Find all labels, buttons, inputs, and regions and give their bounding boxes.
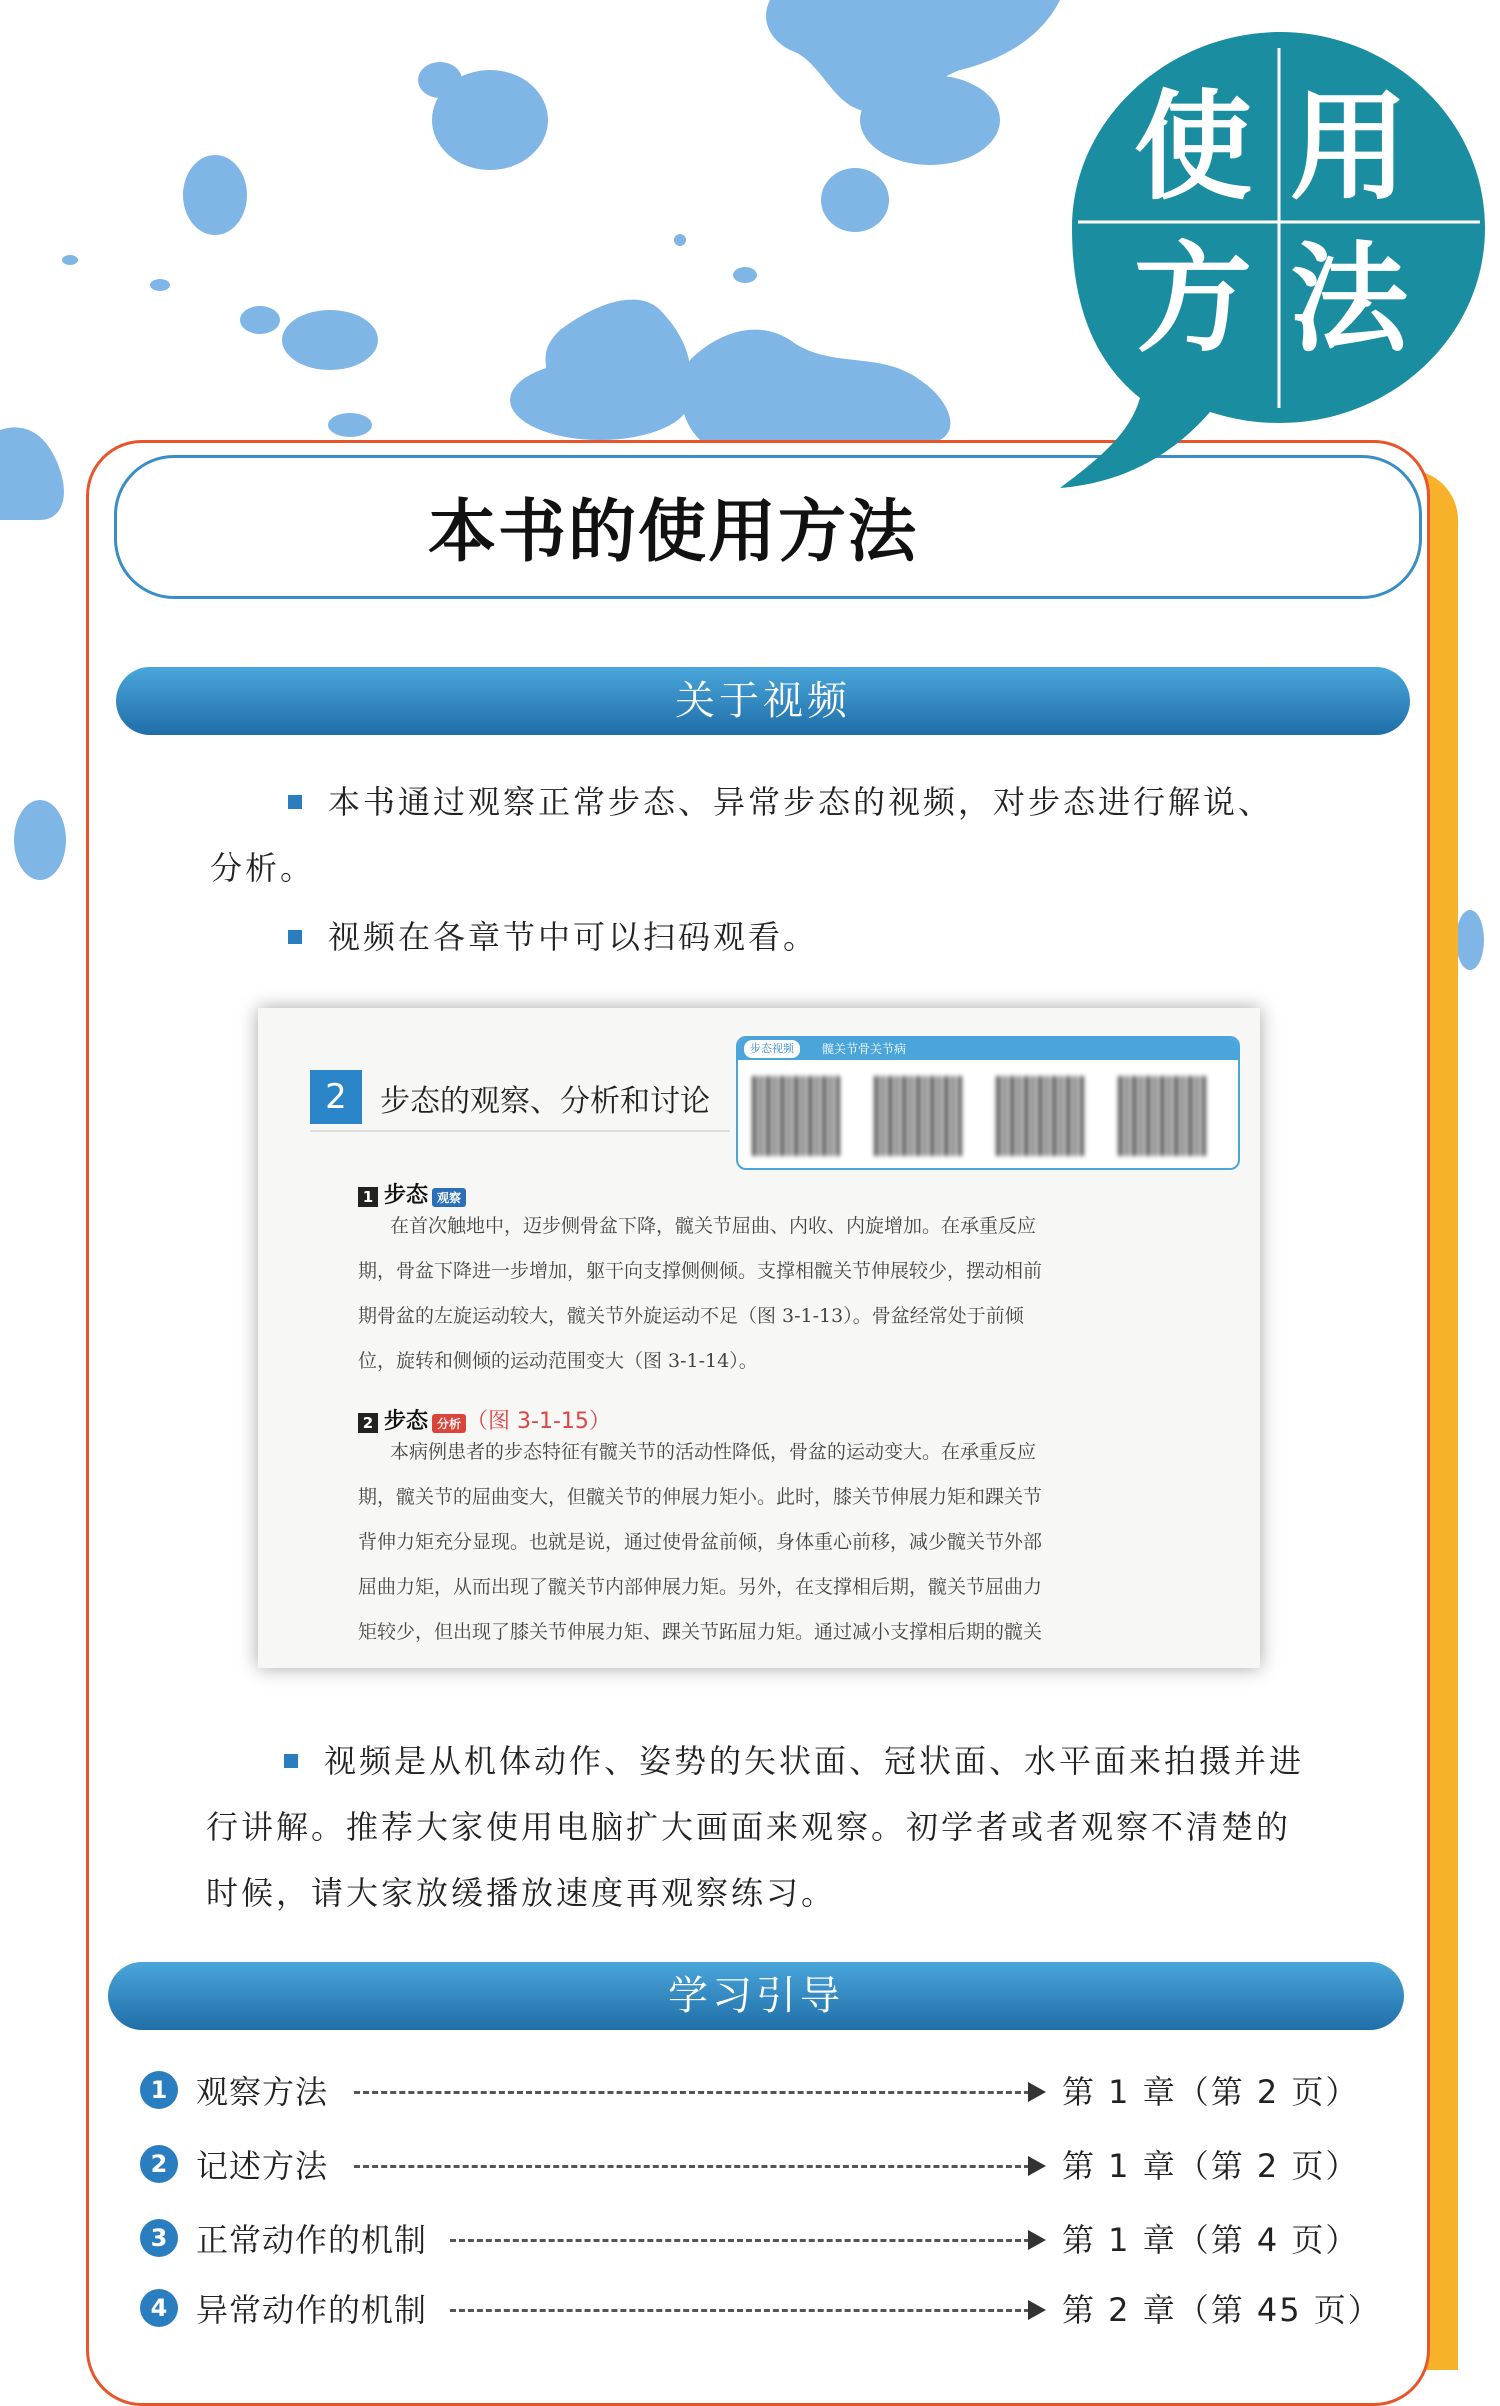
guide-label: 异常动作的机制	[196, 2291, 428, 2329]
sample-section-number: 2	[310, 1070, 362, 1124]
qr-code-icon	[874, 1076, 962, 1156]
guide-page-ref: 第 2 章（第 45 页）	[1062, 2291, 1382, 2329]
guide-number: 4	[140, 2289, 178, 2327]
block-number: 2	[358, 1413, 378, 1433]
sample-line: 矩较少，但出现了膝关节伸展力矩、踝关节跖屈力矩。通过减小支撑相后期的髋关	[358, 1621, 1043, 1643]
guide-page-ref: 第 1 章（第 2 页）	[1062, 2073, 1360, 2111]
video-paragraph-1	[210, 769, 1340, 901]
guide-leader-line	[354, 2165, 1030, 2168]
usage-badge	[1060, 28, 1500, 498]
badge-char: 法	[1289, 230, 1408, 368]
block-label: 步态	[384, 1409, 429, 1434]
block-number: 1	[358, 1187, 378, 1207]
arrow-right-icon	[1028, 2156, 1046, 2176]
qr-caption: 髋关节骨关节病	[822, 1042, 907, 1056]
guide-page-ref: 第 1 章（第 4 页）	[1062, 2221, 1360, 2259]
guide-label: 观察方法	[196, 2073, 329, 2111]
page-title: 本书的使用方法	[428, 493, 919, 572]
sample-line: 位，旋转和侧倾的运动范围变大（图 3-1-14）。	[358, 1350, 758, 1372]
guide-item	[140, 2141, 1360, 2191]
video-paragraph-3	[206, 1728, 1346, 1926]
qr-code-panel	[736, 1036, 1240, 1170]
guide-item	[140, 2285, 1382, 2335]
guide-item	[140, 2067, 1360, 2117]
paragraph-line: 分析。	[210, 849, 316, 887]
observe-tag: 观察	[432, 1188, 466, 1207]
badge-bubble-shape	[1060, 28, 1500, 498]
arrow-right-icon	[1028, 2082, 1046, 2102]
analysis-tag: 分析	[432, 1414, 466, 1433]
arrow-right-icon	[1028, 2230, 1046, 2250]
block-label: 步态	[384, 1183, 429, 1208]
sample-block1-text	[358, 1204, 1042, 1384]
sample-section-header	[310, 1070, 730, 1132]
arrow-right-icon	[1028, 2300, 1046, 2320]
sample-line: 期，髋关节的屈曲变大，但髋关节的伸展力矩小。此时，膝关节伸展力矩和踝关节	[358, 1486, 1043, 1508]
sample-line: 在首次触地中，迈步侧骨盆下降，髋关节屈曲、内收、内旋增加。在承重反应	[390, 1215, 1037, 1237]
badge-char: 方	[1133, 230, 1252, 368]
qr-code-icon	[996, 1076, 1084, 1156]
guide-label: 记述方法	[196, 2147, 329, 2185]
qr-code-icon	[1118, 1076, 1206, 1156]
paragraph-line: 时候，请大家放缓播放速度再观察练习。	[206, 1874, 837, 1912]
badge-char: 使	[1133, 78, 1252, 216]
qr-tag: 步态视频	[744, 1040, 800, 1058]
guide-leader-line	[450, 2309, 1030, 2312]
guide-item	[140, 2215, 1360, 2265]
qr-panel-bar	[738, 1038, 1238, 1060]
video-paragraph-2	[288, 904, 1338, 970]
guide-number: 2	[140, 2145, 178, 2183]
sample-block2-text	[358, 1430, 1042, 1655]
guide-leader-line	[354, 2091, 1030, 2094]
sample-line: 屈曲力矩，从而出现了髋关节内部伸展力矩。另外，在支撑相后期，髋关节屈曲力	[358, 1576, 1043, 1598]
guide-number: 3	[140, 2219, 178, 2257]
guide-leader-line	[450, 2239, 1030, 2242]
paragraph-line: 视频是从机体动作、姿势的矢状面、冠状面、水平面来拍摄并进	[324, 1742, 1305, 1780]
qr-code-icon	[752, 1076, 840, 1156]
guide-number: 1	[140, 2071, 178, 2109]
bullet-icon	[288, 930, 302, 944]
paragraph-line: 行讲解。推荐大家使用电脑扩大画面来观察。初学者或者观察不清楚的	[206, 1808, 1292, 1846]
paragraph-line: 本书通过观察正常步态、异常步态的视频，对步态进行解说、	[328, 783, 1274, 821]
badge-char: 用	[1289, 78, 1408, 216]
sample-section-title: 步态的观察、分析和讨论	[380, 1084, 710, 1119]
sample-line: 本病例患者的步态特征有髋关节的活动性降低，骨盆的运动变大。在承重反应	[390, 1441, 1037, 1463]
guide-page-ref: 第 1 章（第 2 页）	[1062, 2147, 1360, 2185]
guide-label: 正常动作的机制	[196, 2221, 428, 2259]
sample-page-image	[258, 1008, 1260, 1668]
guide-section-heading: 学习引导	[108, 1962, 1404, 2030]
figure-reference: （图 3-1-15）	[466, 1409, 611, 1434]
paragraph-line: 视频在各章节中可以扫码观看。	[328, 918, 819, 956]
bullet-icon	[288, 795, 302, 809]
sample-line: 期，骨盆下降进一步增加，躯干向支撑侧侧倾。支撑相髋关节伸展较少，摆动相前	[358, 1260, 1043, 1282]
video-section-heading: 关于视频	[116, 667, 1410, 735]
sample-line: 背伸力矩充分显现。也就是说，通过使骨盆前倾，身体重心前移，减少髋关节外部	[358, 1531, 1043, 1553]
bullet-icon	[284, 1754, 298, 1768]
sample-line: 期骨盆的左旋运动较大，髋关节外旋运动不足（图 3-1-13）。骨盆经常处于前倾	[358, 1305, 1024, 1327]
